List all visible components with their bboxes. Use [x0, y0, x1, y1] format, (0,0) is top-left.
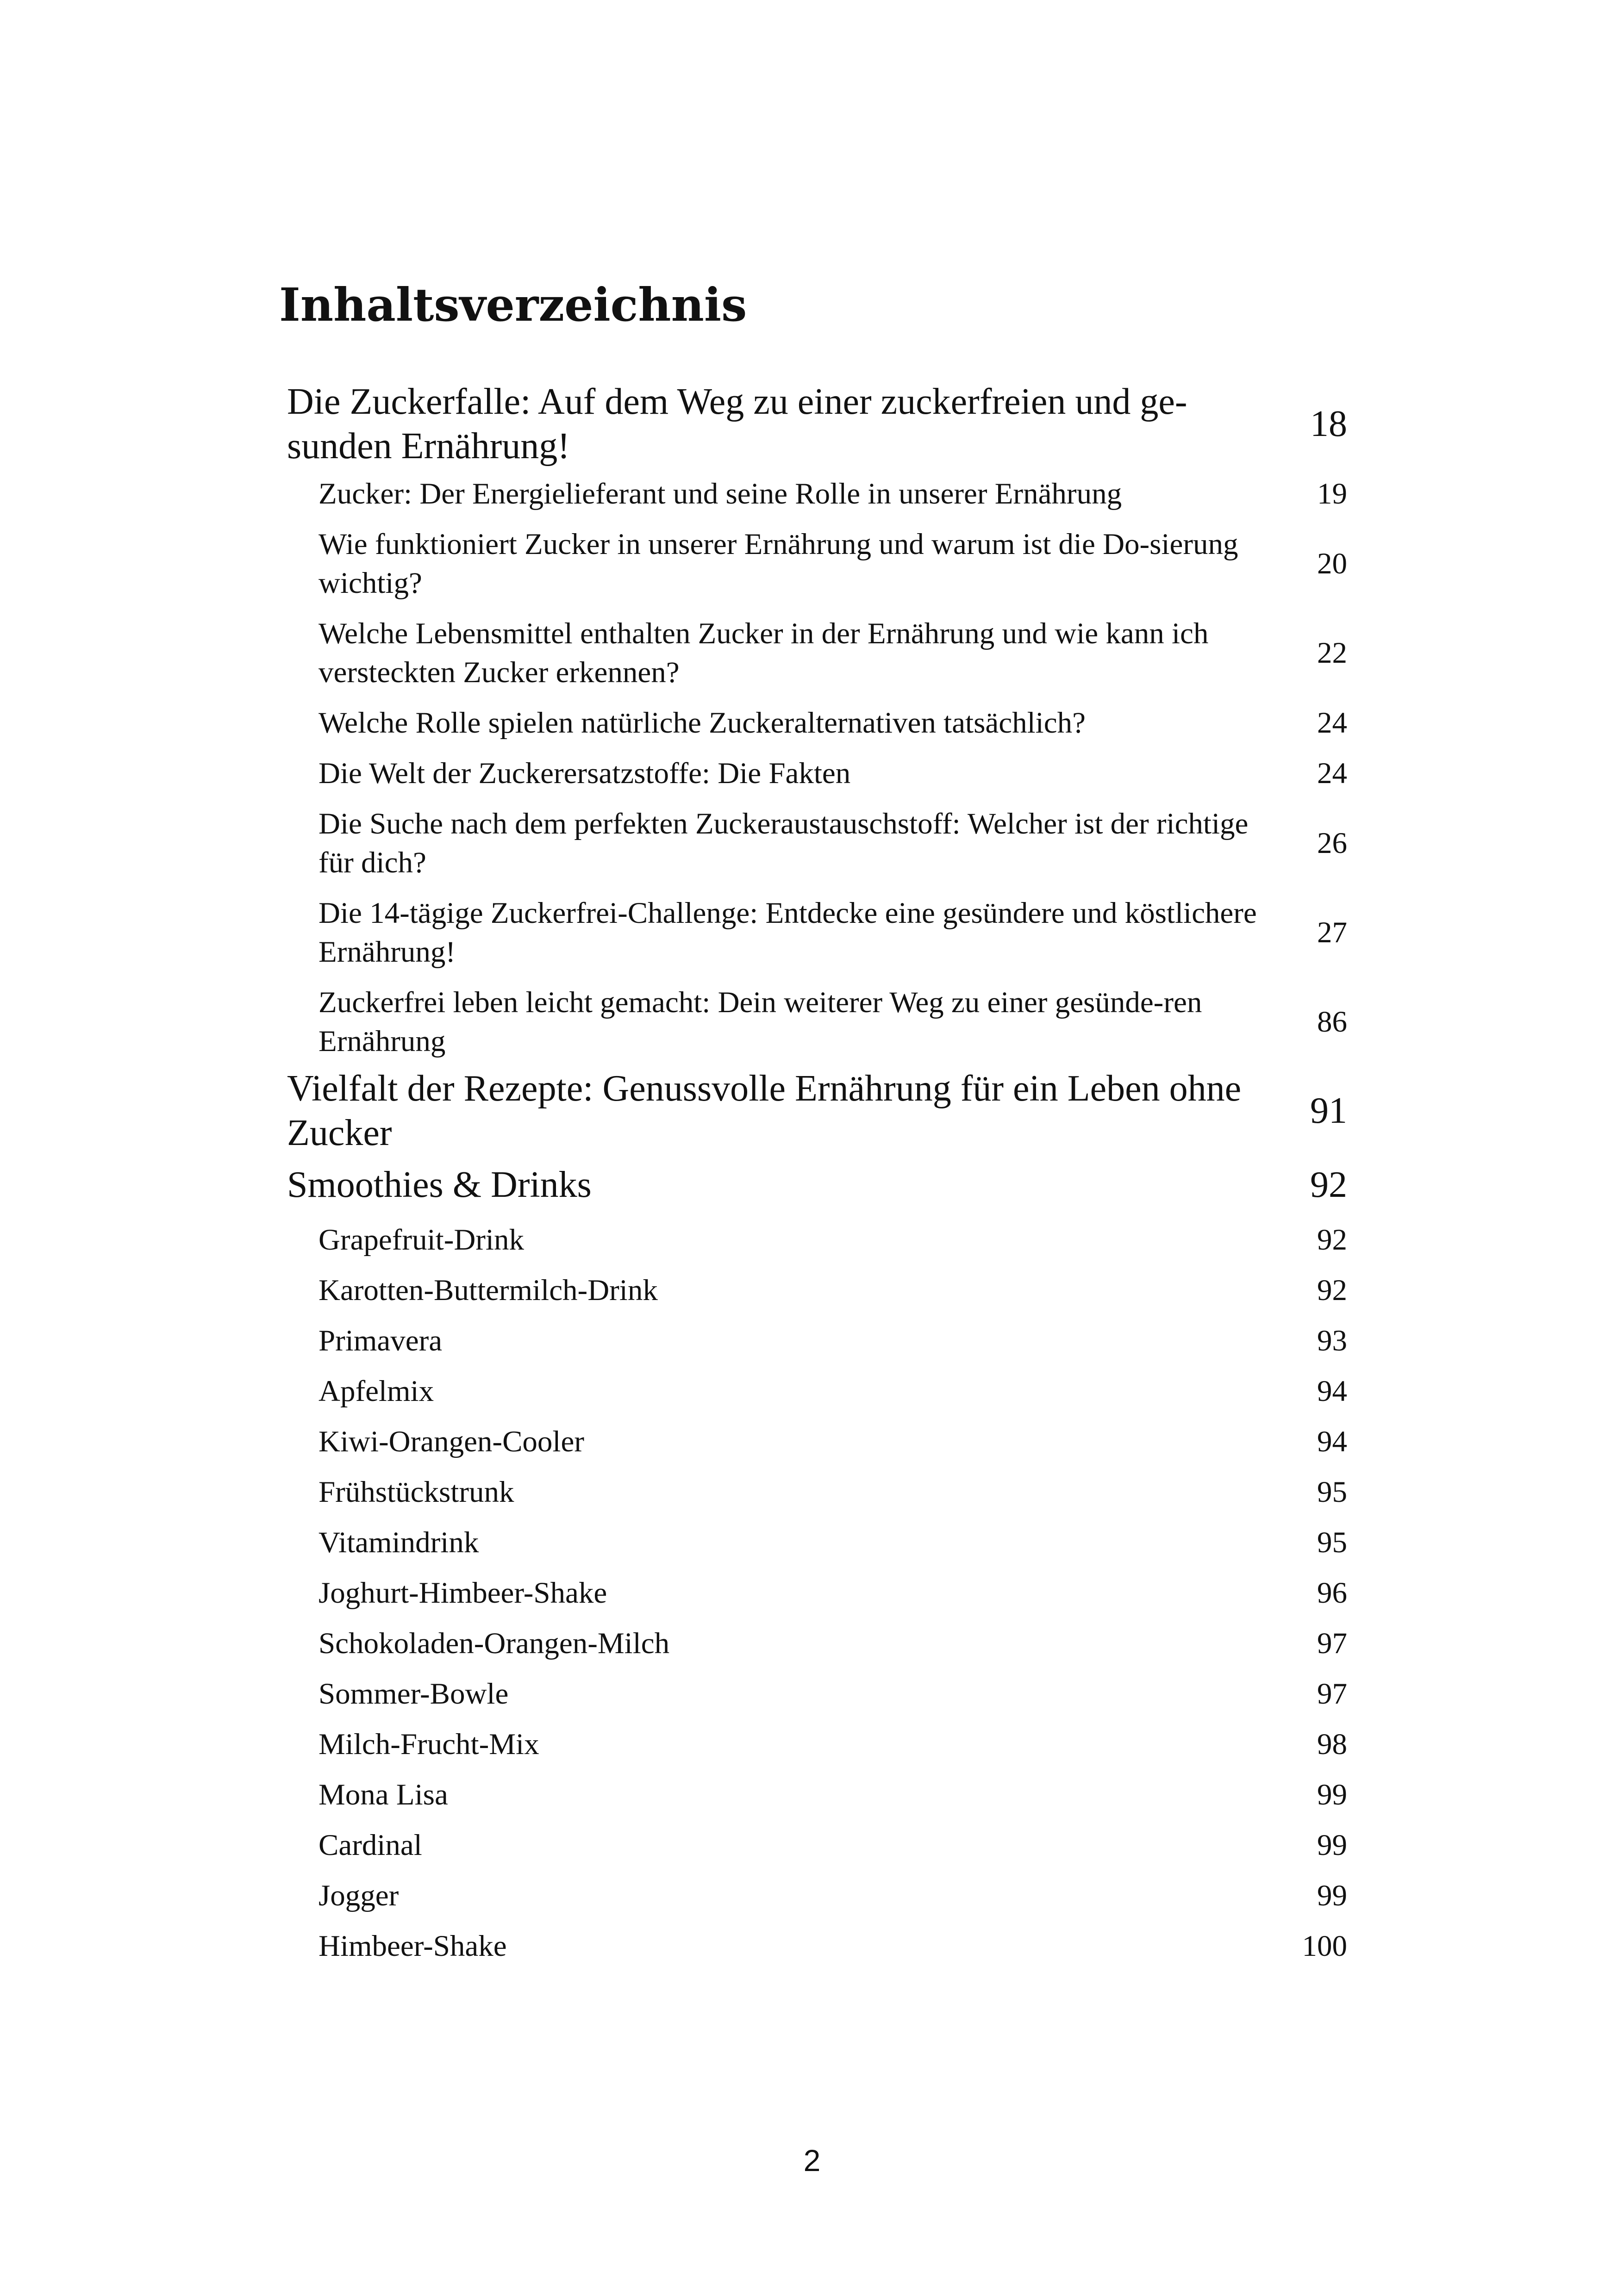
table-of-contents: [287, 380, 1347, 1971]
toc-entry[interactable]: [287, 1668, 1347, 1719]
toc-entry-label: Kiwi-Orangen-Cooler: [319, 1425, 584, 1458]
toc-entry-label: Die Suche nach dem perfekten Zuckeraustauschstoff: Welcher ist der richtige für dich?: [319, 807, 1249, 879]
toc-entry-page: 95: [1317, 1475, 1347, 1509]
toc-entry-label: Vitamindrink: [319, 1525, 479, 1559]
toc-entry[interactable]: [287, 468, 1347, 519]
toc-entry[interactable]: [287, 1265, 1347, 1315]
toc-entry-label: Zuckerfrei leben leicht gemacht: Dein weiterer Weg zu einer gesünde-ren Ernährung: [319, 985, 1202, 1058]
toc-entry-page: 97: [1317, 1626, 1347, 1660]
page-title: Inhaltsverzeichnis: [279, 279, 747, 332]
toc-entry[interactable]: [287, 1769, 1347, 1820]
toc-entry[interactable]: [287, 1214, 1347, 1265]
toc-entry-label: Grapefruit-Drink: [319, 1223, 524, 1257]
toc-entry-label: Sommer-Bowle: [319, 1677, 509, 1711]
toc-entry-label: Welche Rolle spielen natürliche Zuckeralternativen tatsächlich?: [319, 706, 1086, 740]
toc-entry-label: Cardinal: [319, 1828, 422, 1862]
toc-entry-page: 20: [1317, 547, 1347, 580]
toc-entry-page: 94: [1317, 1374, 1347, 1408]
toc-entry[interactable]: [287, 1921, 1347, 1971]
toc-entry-page: 92: [1317, 1223, 1347, 1257]
toc-entry-label: Welche Lebensmittel enthalten Zucker in der Ernährung und wie kann ich versteckten Zucker erkennen?: [319, 616, 1209, 689]
toc-entry-page: 96: [1317, 1576, 1347, 1610]
toc-entry-page: 97: [1317, 1677, 1347, 1711]
toc-entry-page: 92: [1317, 1273, 1347, 1307]
toc-entry-label: Vielfalt der Rezepte: Genussvolle Ernährung für ein Leben ohne Zucker: [287, 1068, 1242, 1153]
toc-entry-label: Primavera: [319, 1324, 443, 1357]
toc-entry-label: Jogger: [319, 1879, 399, 1912]
toc-entry-label: Frühstückstrunk: [319, 1475, 514, 1509]
toc-entry-label: Zucker: Der Energielieferant und seine Rolle in unserer Ernährung: [319, 477, 1122, 510]
toc-entry-page: 19: [1317, 477, 1347, 510]
toc-entry-page: 94: [1317, 1425, 1347, 1458]
toc-entry[interactable]: [287, 1568, 1347, 1618]
toc-entry-page: 18: [1310, 404, 1347, 444]
toc-entry-page: 26: [1317, 826, 1347, 860]
toc-entry[interactable]: [287, 1366, 1347, 1416]
toc-entry-page: 99: [1317, 1879, 1347, 1912]
toc-entry[interactable]: [287, 697, 1347, 748]
toc-entry-label: Apfelmix: [319, 1374, 434, 1408]
toc-entry-label: Wie funktioniert Zucker in unserer Ernährung und warum ist die Do-sierung wichtig?: [319, 527, 1238, 600]
toc-entry-label: Die 14-tägige Zuckerfrei-Challenge: Entdecke eine gesündere und köstlichere Ernährung!: [319, 896, 1257, 969]
toc-entry-page: 91: [1310, 1090, 1347, 1131]
toc-entry-page: 24: [1317, 706, 1347, 740]
toc-entry-page: 22: [1317, 636, 1347, 670]
toc-entry[interactable]: [287, 1820, 1347, 1870]
toc-entry[interactable]: [287, 1155, 1347, 1214]
toc-entry-label: Schokoladen-Orangen-Milch: [319, 1626, 670, 1660]
toc-entry-label: Milch-Frucht-Mix: [319, 1727, 539, 1761]
toc-entry-page: 24: [1317, 756, 1347, 790]
toc-entry[interactable]: [287, 519, 1347, 608]
toc-entry-label: Joghurt-Himbeer-Shake: [319, 1576, 607, 1610]
toc-entry-page: 92: [1310, 1164, 1347, 1205]
toc-entry[interactable]: [287, 1416, 1347, 1467]
toc-entry[interactable]: [287, 888, 1347, 977]
toc-entry[interactable]: [287, 1517, 1347, 1568]
toc-entry-label: Himbeer-Shake: [319, 1929, 507, 1963]
toc-entry[interactable]: [287, 1719, 1347, 1769]
toc-entry[interactable]: [287, 1870, 1347, 1921]
toc-entry[interactable]: [287, 977, 1347, 1066]
toc-entry-page: 98: [1317, 1727, 1347, 1761]
toc-entry[interactable]: [287, 798, 1347, 888]
toc-entry[interactable]: [287, 748, 1347, 798]
toc-entry-label: Smoothies & Drinks: [287, 1164, 592, 1205]
toc-entry-page: 27: [1317, 915, 1347, 949]
toc-entry-page: 100: [1302, 1929, 1347, 1963]
toc-entry-page: 99: [1317, 1778, 1347, 1811]
toc-entry[interactable]: [287, 1066, 1347, 1155]
toc-entry[interactable]: [287, 380, 1347, 468]
toc-entry-label: Die Zuckerfalle: Auf dem Weg zu einer zuckerfreien und ge-sunden Ernährung!: [287, 381, 1187, 467]
toc-entry-label: Mona Lisa: [319, 1778, 448, 1811]
toc-entry[interactable]: [287, 1315, 1347, 1366]
page-number: 2: [803, 2143, 821, 2178]
toc-entry-page: 99: [1317, 1828, 1347, 1862]
toc-entry-page: 93: [1317, 1324, 1347, 1357]
toc-entry[interactable]: [287, 1467, 1347, 1517]
toc-entry-label: Karotten-Buttermilch-Drink: [319, 1273, 658, 1307]
toc-entry[interactable]: [287, 608, 1347, 697]
toc-entry-page: 86: [1317, 1005, 1347, 1039]
toc-entry-label: Die Welt der Zuckerersatzstoffe: Die Fakten: [319, 756, 851, 790]
toc-entry-page: 95: [1317, 1525, 1347, 1559]
toc-entry[interactable]: [287, 1618, 1347, 1668]
